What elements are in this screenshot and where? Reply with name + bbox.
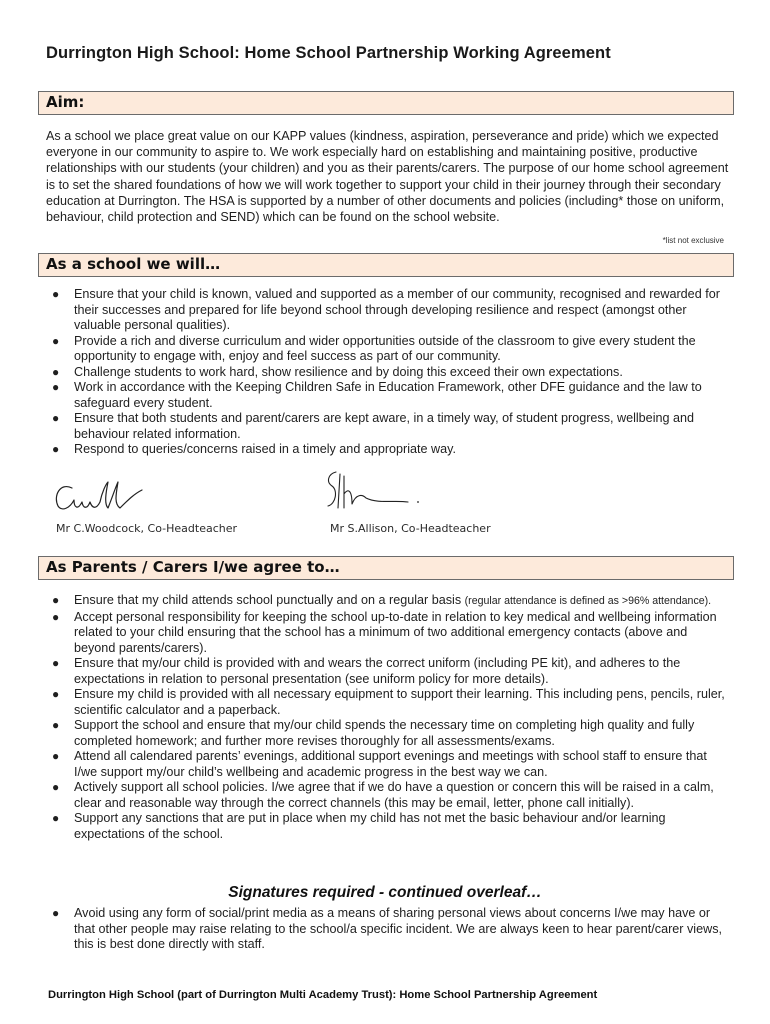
- list-item: ● Ensure my child is provided with all necessary equipment to support their learning. This including pens, pencils, ruler, scientific calculator and a paperback.: [52, 687, 725, 717]
- list-item: ● Actively support all school policies. I/we agree that if we do have a question or concern this will be raised in a calm, clear and reasonable way through the correct channels (this may be email, letter, phone call initially).: [52, 780, 714, 810]
- school-heading: As a school we will…: [38, 253, 734, 277]
- bullet-dot-icon: ●: [52, 380, 60, 394]
- list-item: ● Ensure that your child is known, valued and supported as a member of our community, recognised and rewarded for their successes and prepared for life beyond school through developing resilience and respect (amongst other valuable personal qualities).: [52, 287, 720, 332]
- bullet-dot-icon: ●: [52, 906, 60, 920]
- bullet-dot-icon: ●: [52, 364, 60, 379]
- list-item: ● Support the school and ensure that my/our child spends the necessary time on completing high quality and fully completed homework; and further more revises thoroughly for all assessments/exams.: [52, 718, 695, 748]
- list-item: ● Ensure that both students and parent/carers are kept aware, in a timely way, of student progress, wellbeing and behaviour related information.: [52, 411, 695, 441]
- bullet-dot-icon: ●: [52, 811, 60, 825]
- school-commitments-list: [46, 287, 726, 458]
- bullet-dot-icon: ●: [52, 333, 60, 348]
- signature-woodcock-icon: [50, 470, 160, 520]
- bullet-dot-icon: ●: [52, 749, 60, 763]
- list-item: ● Work in accordance with the Keeping Children Safe in Education Framework, other DFE guidance and the law to safeguard every student.: [52, 380, 702, 410]
- bullet-dot-icon: ●: [52, 687, 60, 701]
- signatory-left: Mr C.Woodcock, Co-Headteacher: [56, 522, 238, 535]
- page-footer: Durrington High School (part of Durrington Multi Academy Trust): Home School Partnership Agreement: [48, 989, 598, 1001]
- aim-heading: Aim:: [38, 91, 734, 115]
- bullet-dot-icon: ●: [52, 609, 60, 624]
- list-item: ● Avoid using any form of social/print media as a means of sharing personal views about concerns I/we may have or that other people may raise relating to the school/a specific incident. We are always keen to hear parent/carer views, this is best done directly with staff.: [52, 906, 722, 951]
- parent-commitments-continued: [46, 906, 726, 953]
- bullet-dot-icon: ●: [52, 656, 60, 670]
- signature-allison-icon: [322, 464, 432, 516]
- aim-text: As a school we place great value on our KAPP values (kindness, aspiration, perseverance and pride) which we expected everyone in our community to aspire to. We work especially hard on establishing and maintaining positive, productive relationships with our students (your children) and you as their parents/carers. The purpose of our home school agreement is to set the shared foundations of how we will work together to support your child in their journey through their secondary education at Durrington. The HSA is supported by a number of other documents and policies (including* those on uniform, behaviour, child protection and SEND) which can be found on the school website.: [46, 129, 729, 225]
- bullet-dot-icon: ●: [52, 593, 60, 607]
- list-item: ● Support any sanctions that are put in place when my child has not met the basic behaviour and/or learning expectations of the school.: [52, 811, 666, 841]
- bullet-dot-icon: ●: [52, 442, 60, 456]
- bullet-dot-icon: ●: [52, 718, 60, 732]
- list-item: ● Challenge students to work hard, show resilience and by doing this exceed their own expectations.: [52, 364, 623, 379]
- list-item: ● Attend all calendared parents’ evenings, additional support evenings and meetings with school staff to ensure that I/we support my/our child’s wellbeing and academic progress in the best way we can.: [52, 749, 707, 779]
- list-item: ● Provide a rich and diverse curriculum and wider opportunities outside of the classroom to give every student the opportunity to engage with, enjoy and feel success as part of our community.: [52, 333, 696, 363]
- list-item: ● Ensure that my child attends school punctually and on a regular basis (regular attendance is defined as >96% attendance).: [52, 593, 712, 607]
- list-item: ● Accept personal responsibility for keeping the school up-to-date in relation to key medical and wellbeing information related to your child ensuring that the school has a minimum of two additional emergency contacts (above and beyond parents/carers).: [52, 609, 717, 655]
- bullet-dot-icon: ●: [52, 287, 60, 301]
- parents-heading: As Parents / Carers I/we agree to…: [38, 556, 734, 580]
- list-item: ● Ensure that my/our child is provided with and wears the correct uniform (including PE kit), and adheres to the expectations in relation to personal presentation (see uniform policy for more details).: [52, 656, 681, 686]
- parent-commitments-list: [46, 593, 726, 842]
- signatory-right: Mr S.Allison, Co-Headteacher: [330, 522, 491, 535]
- page-title: Durrington High School: Home School Partnership Working Agreement: [46, 44, 611, 62]
- bullet-dot-icon: ●: [52, 780, 60, 794]
- aim-footnote: *list not exclusive: [662, 236, 724, 245]
- overleaf-notice: Signatures required - continued overleaf…: [228, 884, 542, 901]
- list-item: ● Respond to queries/concerns raised in a timely and appropriate way.: [52, 442, 456, 456]
- bullet-dot-icon: ●: [52, 411, 60, 425]
